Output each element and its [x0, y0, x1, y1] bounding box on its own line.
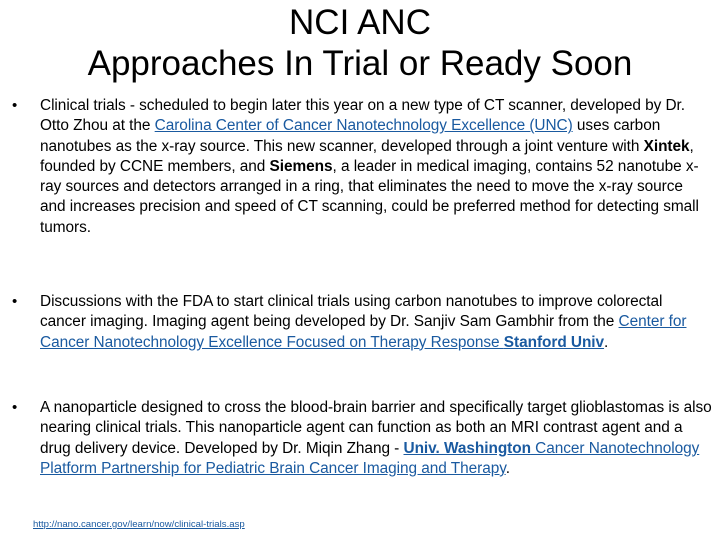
- bullet-text-segment: Discussions with the FDA to start clinical trials using carbon nanotubes to improve colorectal cancer imaging. Imaging agent being developed by Dr. Sanjiv Sam Gambhir from the: [40, 293, 663, 331]
- bullet-text-segment: A nanoparticle designed to cross the blood-brain barrier and specifically target glioblastomas is also nearing clinical trials. This nanoparticle agent can function as both an MRI contrast agent and a drug delivery device. Developed by Dr. Miqin Zhang -: [40, 399, 712, 457]
- bullet-text-segment: Clinical trials - scheduled to begin later this year on a new type of CT scanner, developed by Dr. Otto Zhou at the: [40, 97, 685, 135]
- stanford-center-link-text: Center for Cancer Nanotechnology Excellence Focused on Therapy Response: [40, 313, 687, 351]
- washington-platform-link-text: Cancer Nanotechnology Platform Partnership for Pediatric Brain Cancer Imaging and Therapy: [40, 439, 700, 477]
- carolina-center-link[interactable]: Carolina Center of Cancer Nanotechnology Excellence (UNC): [154, 117, 573, 135]
- bullet-text-segment: .: [505, 459, 510, 477]
- stanford-univ-bold: Stanford Univ: [503, 333, 605, 351]
- slide-title-line-1: NCI ANC: [289, 3, 431, 42]
- bullet-text-segment: , a leader in medical imaging, contains 52 nanotube x-ray sources and detectors arranged in a ring, that eliminates the need to move the x-ray source and increases precision and speed of CT scanning, could be preferred method for detecting small tumors.: [40, 157, 699, 236]
- bullet-text-segment: uses carbon nanotubes as the x-ray source. This new scanner, developed through a joint venture with: [40, 117, 661, 155]
- bullet-text: [40, 96, 712, 238]
- bullet-text-segment: .: [604, 333, 609, 351]
- bullet-text: [40, 292, 712, 353]
- xintek-bold: Xintek: [643, 137, 690, 155]
- slide-title: [0, 2, 720, 84]
- bullet-text-segment: , founded by CCNE members, and: [40, 137, 694, 175]
- bullet-icon: •: [12, 97, 18, 114]
- source-url-link[interactable]: http://nano.cancer.gov/learn/now/clinical-trials.asp: [33, 519, 245, 530]
- univ-washington-bold: Univ. Washington: [403, 439, 531, 457]
- slide-title-line-2: Approaches In Trial or Ready Soon: [87, 44, 633, 83]
- bullet-text: [40, 398, 712, 479]
- siemens-bold: Siemens: [269, 157, 333, 175]
- bullet-icon: •: [12, 399, 18, 416]
- bullet-icon: •: [12, 293, 18, 310]
